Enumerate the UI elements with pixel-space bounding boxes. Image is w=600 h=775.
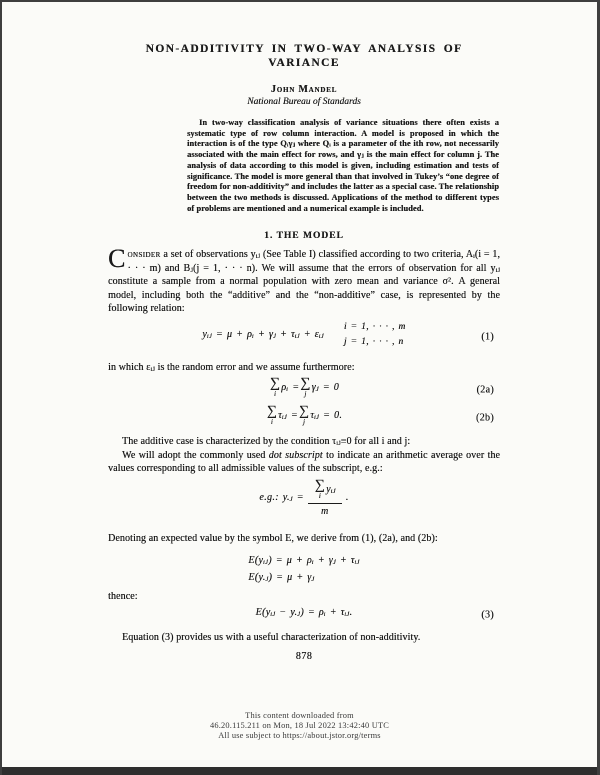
equation-1-conditions [344, 320, 406, 350]
paragraph-dot-subscript-pre: We will adopt the commonly used [122, 449, 269, 461]
footer-line-ip-timestamp: 46.20.115.211 on Mon, 18 Jul 2022 13:42:40 UTC [209, 721, 390, 730]
paragraph-dot-subscript [108, 449, 500, 476]
equation-expectations-stack [248, 552, 359, 586]
scan-bottom-bar [2, 767, 597, 775]
equation-3 [108, 607, 500, 623]
equation-2a-main: ∑ i ρᵢ = ∑ j γⱼ = 0 [269, 376, 340, 399]
author-affiliation: National Bureau of Standards [247, 97, 361, 107]
paragraph-dot-subscript-post: to indicate an arithmetic average over the values corresponding to all admissible values of the subscript, e.g.: [108, 449, 501, 475]
abstract-text: In two-way classification analysis of variance situations there often exists a systematic type of row column interaction. A model is proposed in which the interaction is of the type Qᵢγⱼ where Qᵢ is a parameter of the ith row, not necessarily associated with the main effect for rows, and γⱼ is the main effect for column j. The analysis of data according to this model is given, including estimation and tests of significance. The model is more general than that involved in Tukey’s “one degree of freedom for non-additivity” and includes the latter as a special case. The relationship between the two methods is discussed. Applications of the method to different types of problems are mentioned and a numerical example is included. [187, 118, 499, 213]
equation-1-body [202, 320, 405, 350]
paragraph-consider [108, 244, 500, 316]
equation-2b-number: (2b) [475, 412, 494, 424]
equation-dot-subscript-example [108, 479, 500, 527]
equation-2b-main: ∑ i τᵢⱼ = ∑ j τᵢⱼ = 0. [266, 404, 343, 427]
dot-subscript-emphasis: dot subscript [268, 449, 323, 461]
equation-expectations-group [108, 550, 500, 586]
equation-1 [108, 320, 500, 354]
equation-1-condition-i: i = 1, · · · , m [343, 321, 406, 332]
paragraph-random-error: in which εᵢⱼ is the random error and we assume furthermore: [108, 361, 355, 373]
drop-cap: C [108, 244, 126, 274]
equation-2b [108, 405, 500, 430]
equation-2a [108, 377, 500, 402]
equation-1-main: yᵢⱼ = μ + ρᵢ + γⱼ + τᵢⱼ + εᵢⱼ [202, 329, 324, 341]
equation-1-condition-j: j = 1, · · · , n [343, 336, 404, 347]
jstor-download-notice [2, 711, 597, 741]
equation-expectation-ydotj: E(y.ⱼ) = μ + γⱼ [248, 572, 315, 584]
footer-line-terms: All use subject to https://about.jstor.org/terms [218, 731, 381, 740]
equation-3-main: E(yᵢⱼ − y.ⱼ) = ρᵢ + τᵢⱼ. [255, 606, 353, 618]
section-heading: 1. THE MODEL [264, 231, 344, 242]
equation-3-number: (3) [481, 609, 494, 621]
smallcaps-word: onsider [127, 249, 161, 261]
abstract [187, 118, 499, 214]
author-name: John Mandel [270, 84, 338, 95]
equation-1-number: (1) [481, 331, 494, 343]
equation-dot-main: e.g.: y.ⱼ = ∑ i yᵢⱼ m . [259, 477, 349, 517]
footer-line-downloaded: This content downloaded from [245, 711, 354, 720]
paragraph-characterization: Equation (3) provides us with a useful characterization of non-additivity. [122, 631, 421, 643]
page-content [108, 42, 500, 662]
paragraph-denoting: Denoting an expected value by the symbol E, we derive from (1), (2a), and (2b): [108, 532, 438, 544]
page-number: 878 [295, 651, 313, 663]
article-title: NON-ADDITIVITY IN TWO-WAY ANALYSIS OF VARIANCE [145, 43, 463, 69]
paragraph-thence: thence: [108, 591, 138, 603]
paragraph-consider-text: a set of observations yᵢⱼ (See Table I) classified according to two criteria, Aᵢ(i = 1, · · · m) and Bⱼ(j = 1, · · · n). We will assume that the errors of observation for all yᵢⱼ constitute a sample from a normal population with zero mean and variance σ². A general model, including both the “additive” and the “non-additive” case, is represented by the following relation: [108, 249, 500, 315]
equation-expectation-yij: E(yᵢⱼ) = μ + ρᵢ + γⱼ + τᵢⱼ [248, 555, 360, 567]
paragraph-additive-case: The additive case is characterized by the condition τᵢⱼ≡0 for all i and j: [122, 436, 411, 448]
equation-2a-number: (2a) [476, 384, 494, 396]
